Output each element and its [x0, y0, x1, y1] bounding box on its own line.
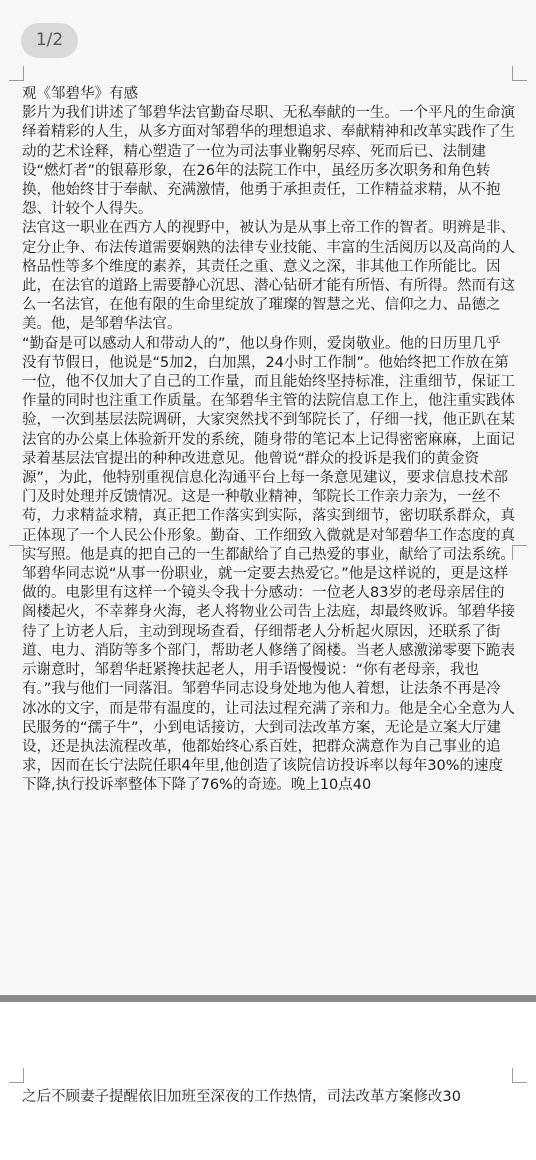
document-page-2	[0, 1002, 536, 1160]
page-indicator: 1/2	[21, 23, 78, 58]
paragraph-1: 影片为我们讲述了邹碧华法官勤奋尽职、无私奉献的一生。一个平凡的生命演绎着精彩的人生，从多方面对邹碧华的理想追求、奉献精神和改革实践作了生动的艺术诠释，精心塑造了一位为司法事业鞠躬尽瘁、死而后已、法制建设“燃灯者”的银幕形象，在26年的法院工作中，虽经历多次职务和角色转换，他始终甘于奉献、充满激情，他勇于承担责任，工作精益求精，从不抱怨、计较个人得失。	[22, 105, 515, 218]
paragraph-4: 邹碧华同志说“从事一份职业，就一定要去热爱它。”他是这样说的，更是这样做的。电影里有这样一个镜头令我十分感动：一位老人83岁的老母亲居住的阁楼起火，不幸葬身火海，老人将物业公司告上法庭，却最终败诉。邹碧华接待了上访老人后，主动到现场查看，仔细帮老人分析起火原因，还联系了街道、电力、消防等多个部门，帮助老人修缮了阁楼。当老人感激涕零要下跪表示谢意时，邹碧华赶紧搀扶起老人，用手语慢慢说：“你有老母亲，我也有。”我与他们一同落泪。邹碧华同志设身处地为他人着想，让法条不再是冷冰冰的文字，而是带有温度的，让司法过程充满了亲和力。他是全心全意为人民服务的“孺子牛”，小到电话接访，大到司法改革方案，无论是立案大厅建设，还是执法流程改革，他都始终心系百姓，把群众满意作为自己事业的追求，因而在长宁法院任职4年里,他创造了该院信访投诉率以每年30%的速度下降,执行投诉率整体下降了76%的奇迹。晚上10点40	[22, 566, 515, 794]
paragraph-3: “勤奋是可以感动人和带动人的”，他以身作则，爱岗敬业。他的日历里几乎没有节假日，他说是“5加2，白加黑，24小时工作制”。他始终把工作放在第一位，他不仅加大了自己的工作量，而且能始终坚持标准，注重细节，保证工作量的同时也注重工作质量。在邹碧华主管的法院信息工作上，他注重实践体验，一次到基层法院调研，大家突然找不到邹院长了，仔细一找，他正趴在某法官的办公桌上体验新开发的系统，随身带的笔记本上记得密密麻麻，上面记录着基层法官提出的种种改进意见。他曾说“群众的投诉是我们的黄金资源”，为此，他特别重视信息化沟通平台上每一条意见建议，要求信息技术部门及时处理并反馈情况。这是一种敬业精神，邹院长工作亲力亲为，一丝不苟，力求精益求精，真正把工作落实到实际，落实到细节，密切联系群众，真正体现了一个人民公仆形象。勤奋、工作细致入微就是对邹碧华工作态度的真实写照。他是真的把自己的一生都献给了自己热爱的事业，献给了司法系统。	[22, 335, 515, 563]
page2-first-line: 之后不顾妻子提醒依旧加班至深夜的工作热情，司法改革方案修改30	[22, 1089, 461, 1105]
page-separator	[0, 995, 536, 1002]
crop-mark-top-left-page2	[9, 1068, 24, 1083]
paragraph-2: 法官这一职业在西方人的视野中，被认为是从事上帝工作的智者。明辨是非、定分止争、布法传道需要娴熟的法律专业技能、丰富的生活阅历以及高尚的人格品性等多个维度的素养，其责任之重、意义之深，非其他工作所能比。因此，在法官的道路上需要静心沉思、潜心钻研才能有所悟、有所得。然而有这么一名法官，在他有限的生命里绽放了璀璨的智慧之光、信仰之力、品德之美。他，是邹碧华法官。	[22, 220, 515, 333]
document-body	[22, 85, 515, 796]
crop-mark-top-left	[9, 66, 24, 81]
crop-mark-top-right-page2	[512, 1068, 527, 1083]
crop-mark-top-right	[512, 66, 527, 81]
document-title: 观《邹碧华》有感	[22, 86, 138, 102]
